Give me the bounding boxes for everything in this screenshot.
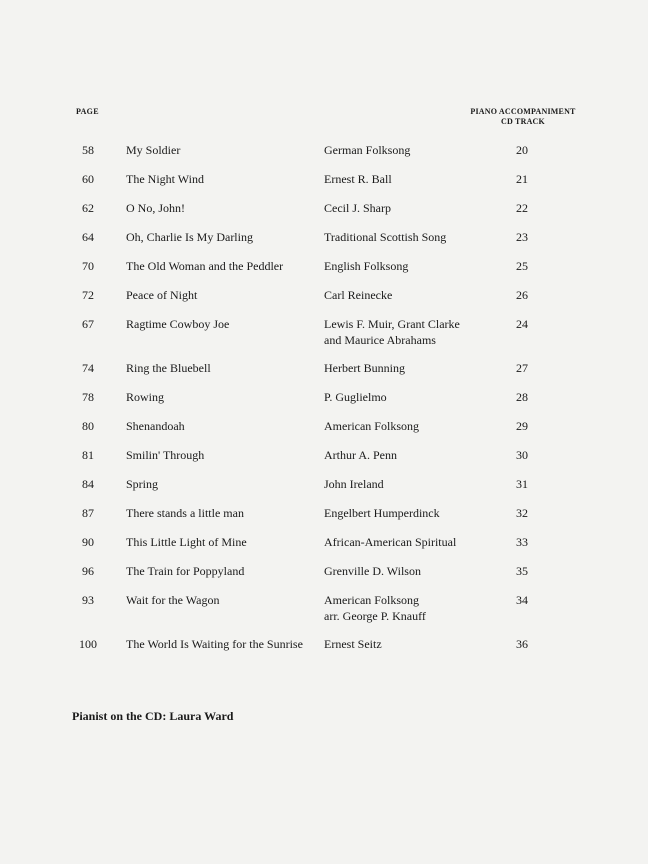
song-title: Wait for the Wagon [126, 593, 220, 607]
cd-track-number: 25 [516, 259, 528, 273]
page-number: 78 [82, 390, 94, 404]
cd-header-line-2: CD TRACK [501, 117, 545, 126]
list-item [0, 258, 648, 287]
cd-track-number: 28 [516, 390, 528, 404]
composer-line: American Folksong [324, 419, 419, 433]
song-title: Smilin' Through [126, 448, 205, 462]
list-item [0, 287, 648, 316]
song-title: Peace of Night [126, 288, 198, 302]
list-item [0, 505, 648, 534]
composer [324, 360, 405, 376]
page-number: 84 [82, 477, 94, 491]
composer [324, 476, 384, 492]
song-title: Shenandoah [126, 419, 185, 433]
cd-track-number: 34 [516, 593, 528, 607]
composer-line: Herbert Bunning [324, 361, 405, 375]
composer-line: Cecil J. Sharp [324, 201, 391, 215]
list-item [0, 592, 648, 636]
composer [324, 534, 456, 550]
cd-track-number: 35 [516, 564, 528, 578]
page-number: 60 [82, 172, 94, 186]
page-number: 87 [82, 506, 94, 520]
cd-track-number: 20 [516, 143, 528, 157]
cd-track-number: 23 [516, 230, 528, 244]
cd-track-number: 24 [516, 317, 528, 331]
song-title: Rowing [126, 390, 165, 404]
page-number: 67 [82, 317, 94, 331]
composer-line: English Folksong [324, 259, 409, 273]
song-title: Ragtime Cowboy Joe [126, 317, 230, 331]
page-number: 100 [79, 637, 97, 651]
composer-line: Ernest R. Ball [324, 172, 392, 186]
composer-line: and Maurice Abrahams [324, 333, 436, 347]
song-title: This Little Light of Mine [126, 535, 247, 549]
list-item [0, 563, 648, 592]
composer [324, 287, 392, 303]
composer [324, 200, 391, 216]
cd-track-number: 31 [516, 477, 528, 491]
song-title: Ring the Bluebell [126, 361, 211, 375]
list-item [0, 476, 648, 505]
cd-track-number: 22 [516, 201, 528, 215]
list-item [0, 534, 648, 563]
page-number: 70 [82, 259, 94, 273]
cd-track-number: 36 [516, 637, 528, 651]
composer-line: Carl Reinecke [324, 288, 393, 302]
composer [324, 563, 421, 579]
composer [324, 171, 392, 187]
cd-track-number: 27 [516, 361, 528, 375]
song-title: O No, John! [126, 201, 185, 215]
composer-line: Ernest Seitz [324, 637, 382, 651]
composer-line: German Folksong [324, 143, 411, 157]
page-number: 74 [82, 361, 94, 375]
page-number: 72 [82, 288, 94, 302]
page-number: 62 [82, 201, 94, 215]
cd-track-number: 26 [516, 288, 528, 302]
cd-header-line-1: PIANO ACCOMPANIMENT [470, 107, 576, 116]
composer [324, 389, 387, 405]
composer-line: John Ireland [324, 477, 384, 491]
pianist-credit: Pianist on the CD: Laura Ward [72, 709, 234, 723]
page-number: 93 [82, 593, 94, 607]
composer [324, 142, 410, 158]
list-item [0, 636, 648, 665]
cd-track-number: 33 [516, 535, 528, 549]
composer [324, 636, 382, 652]
composer [324, 447, 397, 463]
composer-line: Lewis F. Muir, Grant Clarke [324, 317, 460, 331]
song-title: There stands a little man [126, 506, 244, 520]
composer [324, 258, 408, 274]
composer [324, 592, 426, 624]
song-title: Oh, Charlie Is My Darling [126, 230, 253, 244]
composer [324, 505, 440, 521]
composer [324, 229, 446, 245]
composer-line: American Folksong [324, 593, 419, 607]
song-title: My Soldier [126, 143, 181, 157]
cd-track-number: 32 [516, 506, 528, 520]
contents-list [0, 142, 648, 665]
page-number: 80 [82, 419, 94, 433]
list-item [0, 418, 648, 447]
composer-line: Engelbert Humperdinck [324, 506, 440, 520]
cd-track-number: 30 [516, 448, 528, 462]
list-item [0, 200, 648, 229]
cd-track-number: 21 [516, 172, 528, 186]
list-item [0, 229, 648, 258]
page-column-header: PAGE [76, 107, 99, 116]
cd-track-number: 29 [516, 419, 528, 433]
page-number: 90 [82, 535, 94, 549]
page-number: 96 [82, 564, 94, 578]
composer-line: Traditional Scottish Song [324, 230, 447, 244]
page-number: 58 [82, 143, 94, 157]
song-title: The Train for Poppyland [126, 564, 245, 578]
composer [324, 316, 460, 348]
composer [324, 418, 419, 434]
list-item [0, 360, 648, 389]
composer-line: arr. George P. Knauff [324, 609, 426, 623]
composer-line: African-American Spiritual [324, 535, 457, 549]
composer-line: Grenville D. Wilson [324, 564, 421, 578]
list-item [0, 316, 648, 360]
list-item [0, 389, 648, 418]
list-item [0, 171, 648, 200]
composer-line: Arthur A. Penn [324, 448, 397, 462]
song-title: The World Is Waiting for the Sunrise [126, 637, 303, 651]
cd-track-column-header [460, 107, 586, 127]
list-item [0, 447, 648, 476]
composer-line: P. Guglielmo [324, 390, 387, 404]
song-title: The Night Wind [126, 172, 204, 186]
page-number: 81 [82, 448, 94, 462]
song-title: The Old Woman and the Peddler [126, 259, 284, 273]
list-item [0, 142, 648, 171]
song-title: Spring [126, 477, 159, 491]
page-number: 64 [82, 230, 94, 244]
